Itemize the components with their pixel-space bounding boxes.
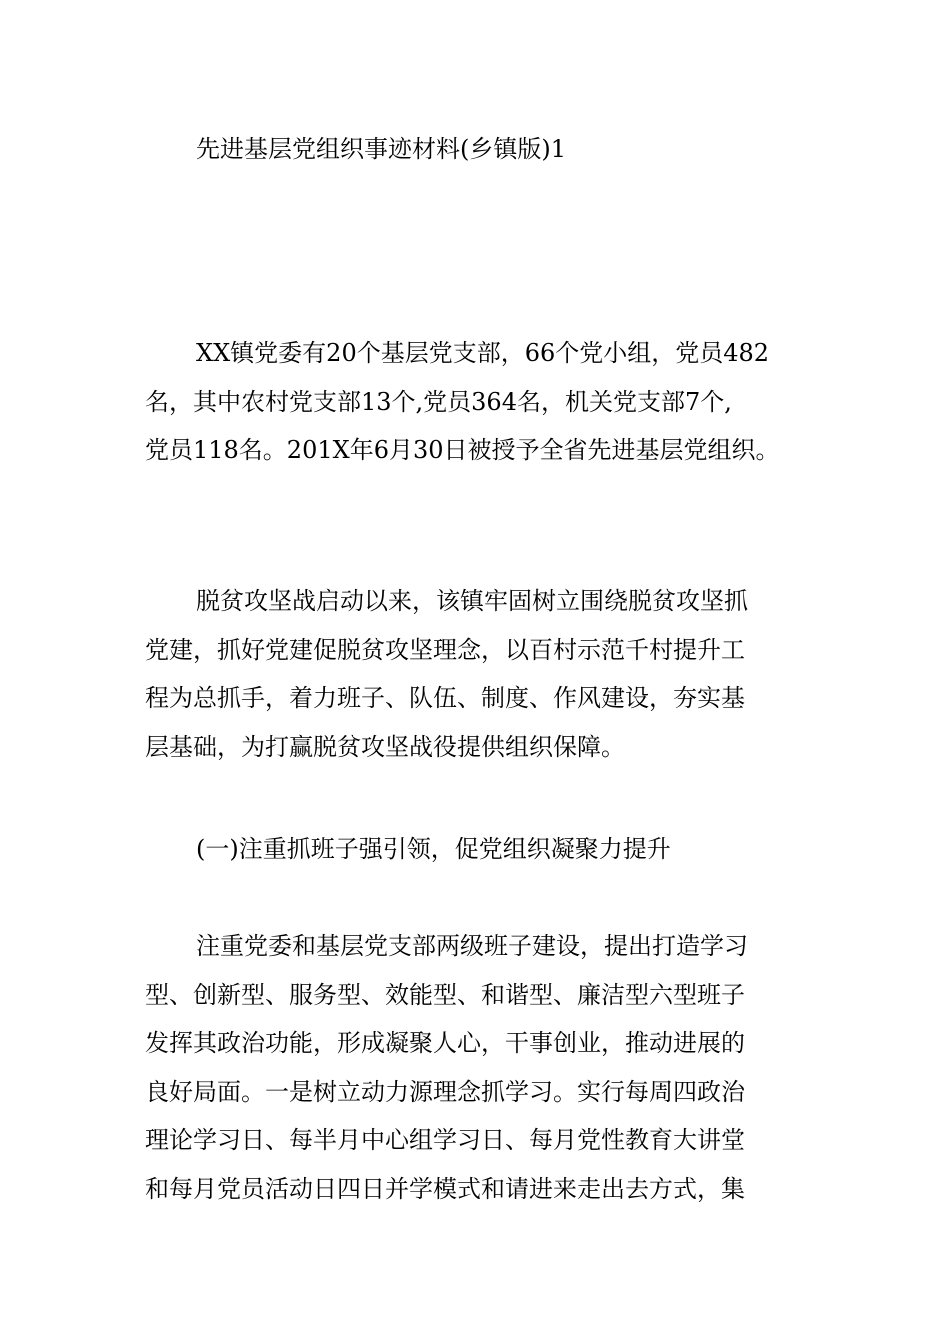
- paragraph-line: 型、创新型、服务型、效能型、和谐型、廉洁型六型班子: [145, 980, 745, 1009]
- paragraph-line: 理论学习日、每半月中心组学习日、每月党性教育大讲堂: [145, 1126, 745, 1154]
- paragraph-line: XX镇党委有20个基层党支部，66个党小组，党员482: [196, 339, 770, 367]
- paragraph-line: 注重党委和基层党支部两级班子建设，提出打造学习: [196, 932, 748, 960]
- document-title: 先进基层党组织事迹材料(乡镇版)1: [196, 135, 566, 163]
- paragraph-intro: [145, 329, 825, 475]
- paragraph-line: 党员118名。201X年6月30日被授予全省先进基层党组织。: [145, 436, 780, 464]
- section-heading-text: (一)注重抓班子强引领，促党组织凝聚力提升: [196, 835, 671, 863]
- paragraph-line: 党建，抓好党建促脱贫攻坚理念，以百村示范千村提升工: [145, 635, 745, 664]
- paragraph-line: 和每月党员活动日四日并学模式和请进来走出去方式，集: [145, 1174, 745, 1203]
- paragraph-line: 层基础，为打赢脱贫攻坚战役提供组织保障。: [145, 732, 625, 761]
- paragraph-poverty: [145, 577, 825, 771]
- paragraph-line: 发挥其政治功能，形成凝聚人心，干事创业，推动进展的: [145, 1029, 745, 1057]
- paragraph-leadership: [145, 922, 825, 1213]
- paragraph-line: 名，其中农村党支部13个,党员364名，机关党支部7个,: [145, 387, 732, 416]
- section-heading: [145, 825, 825, 874]
- paragraph-line: 程为总抓手，着力班子、队伍、制度、作风建设，夯实基: [145, 684, 745, 712]
- paragraph-line: 良好局面。一是树立动力源理念抓学习。实行每周四政治: [145, 1077, 745, 1106]
- paragraph-line: 脱贫攻坚战启动以来，该镇牢固树立围绕脱贫攻坚抓: [196, 587, 748, 615]
